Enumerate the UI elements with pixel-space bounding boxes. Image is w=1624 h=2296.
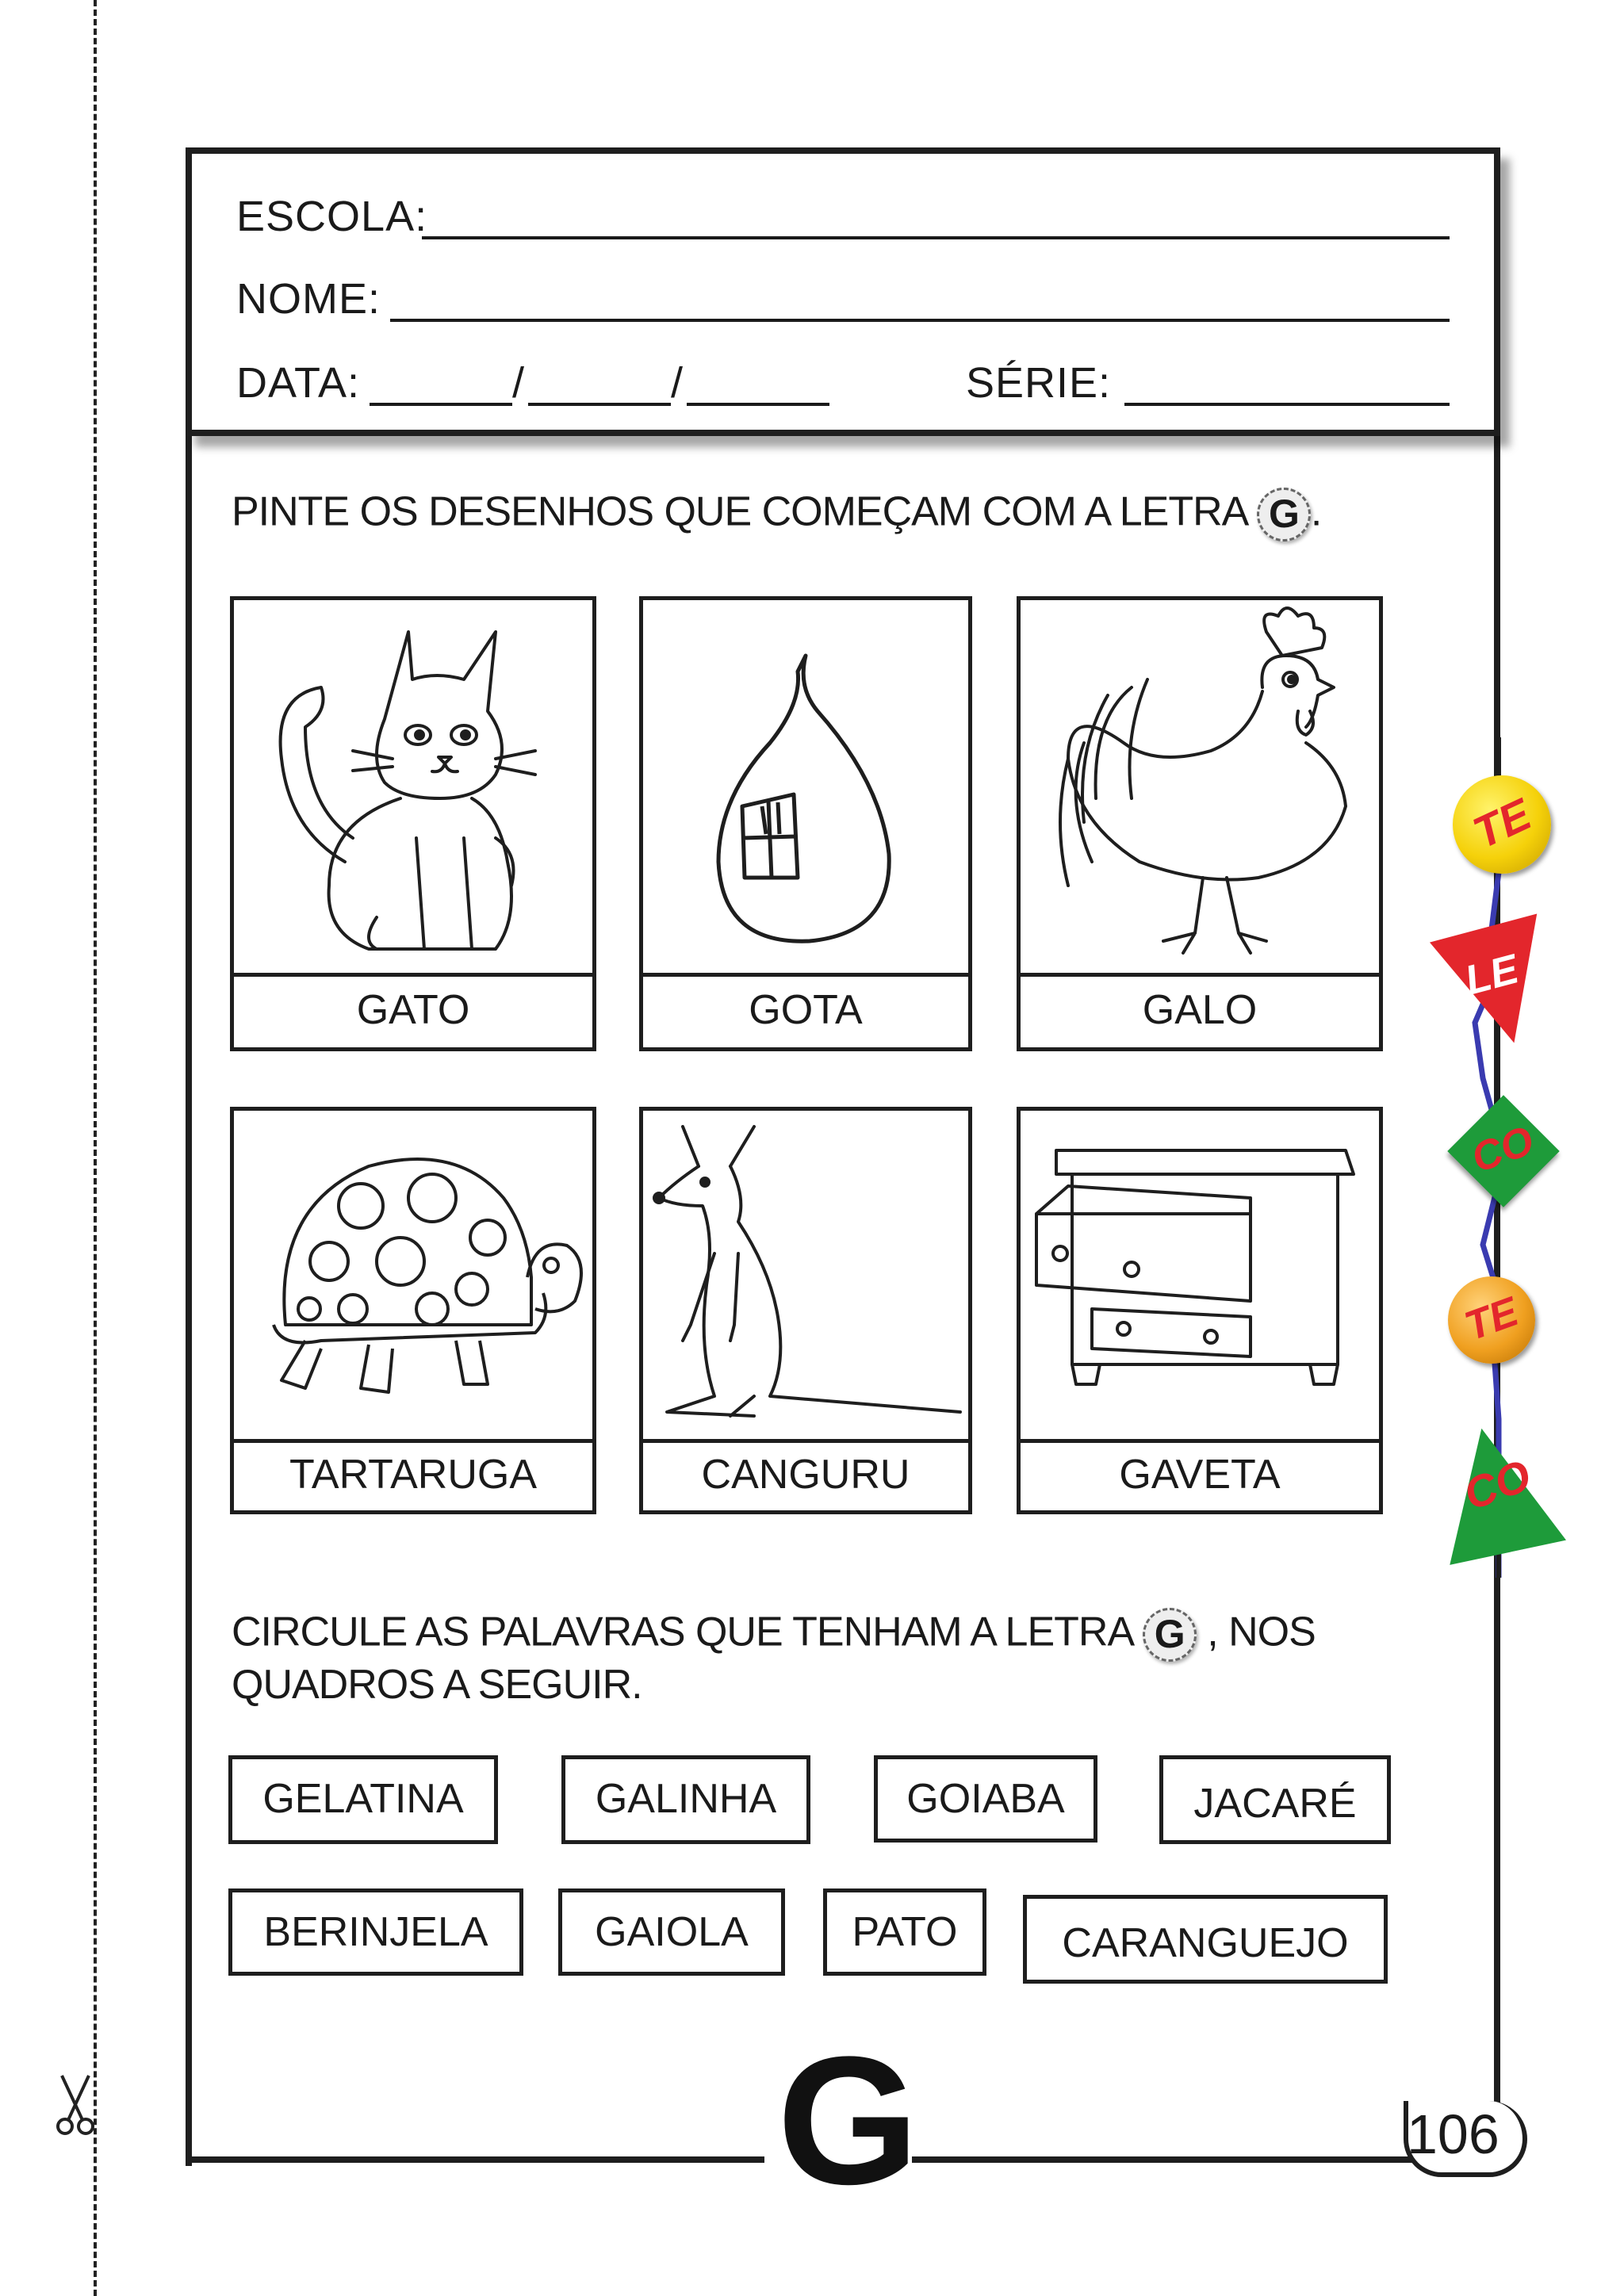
activity1-text: PINTE OS DESENHOS QUE COMEÇAM COM A LETRA (232, 488, 1247, 535)
kangaroo-drawing (643, 1111, 968, 1443)
letter-g-badge: G (1143, 1608, 1197, 1662)
data-label: DATA: (236, 359, 361, 407)
big-letter-g: G (777, 2019, 919, 2222)
cat-icon (234, 600, 592, 973)
escola-label: ESCOLA: (236, 193, 428, 240)
card-label: GOTA (749, 987, 863, 1033)
side-badge-te-2 (1448, 1276, 1535, 1364)
activity2-instruction (232, 1608, 1316, 1662)
card-label: GALO (1142, 987, 1258, 1033)
word-box[interactable]: GAIOLA (558, 1888, 785, 1976)
word-box[interactable]: GELATINA (228, 1755, 498, 1844)
card-gaveta[interactable] (1017, 1107, 1383, 1514)
frame-bottom-left (186, 2156, 764, 2163)
header-box (186, 147, 1500, 436)
nome-field[interactable] (390, 319, 1450, 322)
word-box[interactable]: CARANGUEJO (1023, 1895, 1388, 1984)
turtle-drawing (234, 1111, 592, 1443)
scissors-icon (49, 2069, 105, 2141)
rooster-icon (1021, 600, 1379, 973)
data-slash-1: / (512, 359, 526, 407)
turtle-icon (234, 1111, 592, 1439)
data-slash-2: / (671, 359, 684, 407)
kangaroo-icon (643, 1111, 968, 1439)
side-badge-co-1: CO (1465, 1117, 1540, 1182)
word-box[interactable]: GOIABA (874, 1755, 1097, 1843)
drop-drawing (643, 600, 968, 977)
side-badge-le: LE (1460, 946, 1523, 1004)
activity1-instruction (232, 488, 1321, 541)
page-number: 106 (1407, 2103, 1500, 2165)
card-galo[interactable] (1017, 596, 1383, 1051)
card-tartaruga[interactable] (230, 1107, 596, 1514)
card-gota[interactable] (639, 596, 972, 1051)
card-gato[interactable] (230, 596, 596, 1051)
activity2-text: CIRCULE AS PALAVRAS QUE TENHAM A LETRA (232, 1609, 1132, 1655)
card-label: GAVETA (1119, 1452, 1281, 1498)
side-badge-te-1 (1453, 775, 1551, 874)
drawer-chest-icon (1021, 1111, 1379, 1439)
frame-bottom-right (912, 2156, 1419, 2163)
data-month-field[interactable] (528, 403, 671, 406)
serie-field[interactable] (1124, 403, 1450, 406)
side-badge-label: TE (1465, 788, 1538, 859)
cut-line (94, 0, 97, 2296)
card-label: GATO (356, 987, 470, 1033)
side-badge-label: TE (1458, 1288, 1525, 1350)
data-day-field[interactable] (370, 403, 512, 406)
word-box[interactable]: JACARÉ (1159, 1755, 1391, 1844)
water-drop-icon (643, 600, 968, 973)
cat-drawing (234, 600, 592, 977)
activity2-text-end: , NOS (1207, 1609, 1316, 1655)
letter-g-badge: G (1257, 488, 1311, 541)
data-year-field[interactable] (687, 403, 829, 406)
word-box[interactable]: GALINHA (561, 1755, 810, 1844)
word-box[interactable]: PATO (823, 1888, 986, 1976)
activity2-instruction-line2: QUADROS A SEGUIR. (232, 1662, 642, 1708)
card-canguru[interactable] (639, 1107, 972, 1514)
card-label: CANGURU (701, 1452, 910, 1498)
word-box[interactable]: BERINJELA (228, 1888, 523, 1976)
activity1-period: . (1310, 488, 1322, 535)
nome-label: NOME: (236, 275, 381, 323)
card-label: TARTARUGA (289, 1452, 538, 1498)
rooster-drawing (1021, 600, 1379, 977)
serie-label: SÉRIE: (966, 359, 1112, 407)
escola-field[interactable] (422, 236, 1450, 239)
drawer-drawing (1021, 1111, 1379, 1443)
side-badge-co-2: CO (1457, 1449, 1538, 1520)
